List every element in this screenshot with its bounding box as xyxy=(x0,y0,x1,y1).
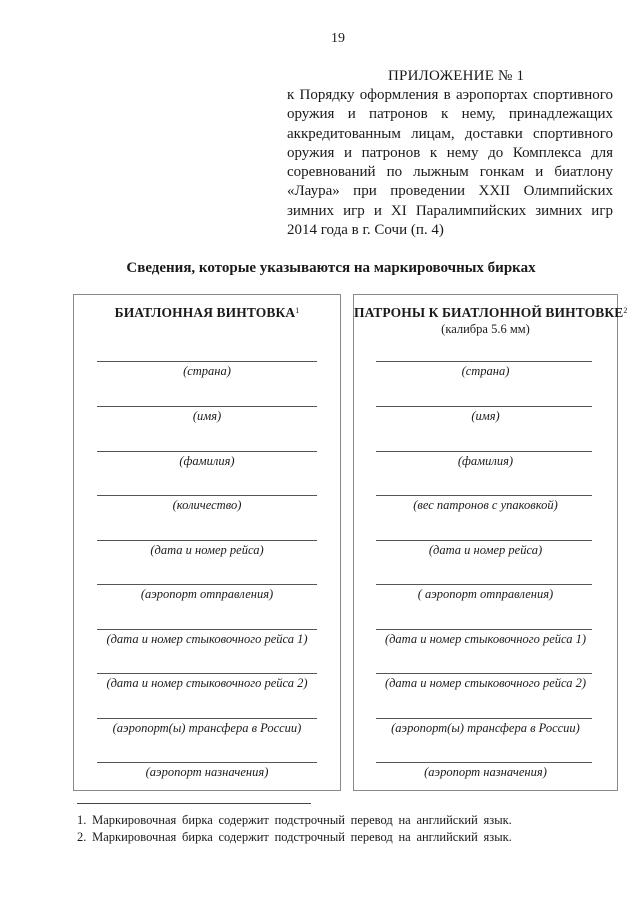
rifle-field-quantity xyxy=(74,495,340,525)
field-caption: (имя) xyxy=(471,409,500,423)
appendix-line: оружия и патронов к нему, принадлежащих xyxy=(287,106,613,123)
ammo-field-connecting-flight-2 xyxy=(354,673,617,703)
section-heading: Сведения, которые указываются на маркировочных бирках xyxy=(126,260,536,276)
appendix-line: оружия и патронов к нему до Комплекса для xyxy=(287,144,613,161)
ammo-tag-title xyxy=(354,305,628,321)
footnote-1: 1. Маркировочная бирка содержит подстрочный перевод на английский язык. xyxy=(77,813,512,827)
blank-line xyxy=(376,673,592,674)
field-caption: (аэропорт отправления) xyxy=(140,587,274,601)
blank-line xyxy=(376,361,592,362)
blank-line xyxy=(376,584,592,585)
appendix-title: ПРИЛОЖЕНИЕ № 1 xyxy=(388,68,525,84)
blank-line xyxy=(376,540,592,541)
rifle-tag-title-text: БИАТЛОННАЯ ВИНТОВКА xyxy=(114,305,296,320)
field-caption: (дата и номер стыковочного рейса 2) xyxy=(384,676,587,690)
appendix-line: зимних игр и XI Паралимпийских зимних игр xyxy=(287,202,613,219)
ammo-field-weight xyxy=(354,495,617,525)
blank-line xyxy=(376,762,592,763)
blank-line xyxy=(97,762,317,763)
blank-line xyxy=(97,584,317,585)
field-caption: (количество) xyxy=(172,498,242,512)
field-caption: ( аэропорт отправления) xyxy=(417,587,554,601)
field-caption: (вес патронов с упаковкой) xyxy=(413,498,558,512)
field-caption: (страна) xyxy=(183,364,231,378)
appendix-line: к Порядку оформления в аэропортах спортивного xyxy=(287,87,613,103)
footnotes xyxy=(77,812,517,846)
rifle-field-flight xyxy=(74,540,340,570)
ammo-field-last-name xyxy=(354,451,617,481)
ammo-field-destination-airport xyxy=(354,762,617,792)
rifle-field-departure-airport xyxy=(74,584,340,614)
ammo-tag-subtitle: (калибра 5.6 мм) xyxy=(441,322,530,336)
rifle-field-connecting-flight-1 xyxy=(74,629,340,659)
rifle-field-destination-airport xyxy=(74,762,340,792)
blank-line xyxy=(97,673,317,674)
blank-line xyxy=(97,406,317,407)
ammo-field-country xyxy=(354,361,617,391)
blank-line xyxy=(376,718,592,719)
blank-line xyxy=(97,361,317,362)
footnote-ref: 2 xyxy=(623,306,628,315)
field-caption: (имя) xyxy=(192,409,222,423)
blank-line xyxy=(97,629,317,630)
ammo-tag-box xyxy=(353,294,628,791)
rifle-field-connecting-flight-2 xyxy=(74,673,340,703)
blank-line xyxy=(97,495,317,496)
page-number: 19 xyxy=(331,31,345,46)
blank-line xyxy=(376,451,592,452)
field-caption: (аэропорт(ы) трансфера в России) xyxy=(112,721,302,735)
field-caption: (страна) xyxy=(461,364,510,378)
rifle-field-country xyxy=(74,361,340,391)
ammo-tag-title-text: ПАТРОНЫ К БИАТЛОННОЙ ВИНТОВКЕ xyxy=(354,305,624,320)
rifle-field-last-name xyxy=(74,451,340,481)
blank-line xyxy=(376,629,592,630)
field-caption: (фамилия) xyxy=(179,454,235,468)
ammo-field-flight xyxy=(354,540,617,570)
blank-line xyxy=(376,406,592,407)
blank-line xyxy=(97,451,317,452)
field-caption: (фамилия) xyxy=(457,454,514,468)
blank-line xyxy=(97,540,317,541)
rifle-field-transfer-airports xyxy=(74,718,340,748)
field-caption: (аэропорт назначения) xyxy=(424,765,547,779)
appendix-line: аккредитованным лицам, доставки спортивного xyxy=(287,125,613,142)
blank-line xyxy=(376,495,592,496)
appendix-description xyxy=(287,86,613,240)
field-caption: (дата и номер стыковочного рейса 1) xyxy=(106,632,308,646)
field-caption: (дата и номер стыковочного рейса 1) xyxy=(384,632,587,646)
rifle-tag-box xyxy=(73,294,341,791)
footnote-2: 2. Маркировочная бирка содержит подстрочный перевод на английский язык. xyxy=(77,830,512,844)
rifle-field-first-name xyxy=(74,406,340,436)
appendix-line: 2014 года в г. Сочи (п. 4) xyxy=(287,222,444,239)
ammo-field-departure-airport xyxy=(354,584,617,614)
field-caption: (дата и номер рейса) xyxy=(428,543,543,557)
field-caption: (дата и номер стыковочного рейса 2) xyxy=(106,676,308,690)
appendix-line: «Лаура» при проведении XXII Олимпийских xyxy=(287,183,613,200)
footnote-ref: 1 xyxy=(295,306,300,315)
ammo-field-transfer-airports xyxy=(354,718,617,748)
rifle-tag-title xyxy=(74,305,340,321)
field-caption: (аэропорт назначения) xyxy=(145,765,269,779)
ammo-field-first-name xyxy=(354,406,617,436)
field-caption: (аэропорт(ы) трансфера в России) xyxy=(391,721,580,735)
blank-line xyxy=(97,718,317,719)
appendix-line: соревнований по лыжным гонкам и биатлону xyxy=(287,164,613,181)
field-caption: (дата и номер рейса) xyxy=(150,543,264,557)
ammo-field-connecting-flight-1 xyxy=(354,629,617,659)
footnote-separator xyxy=(77,803,311,804)
